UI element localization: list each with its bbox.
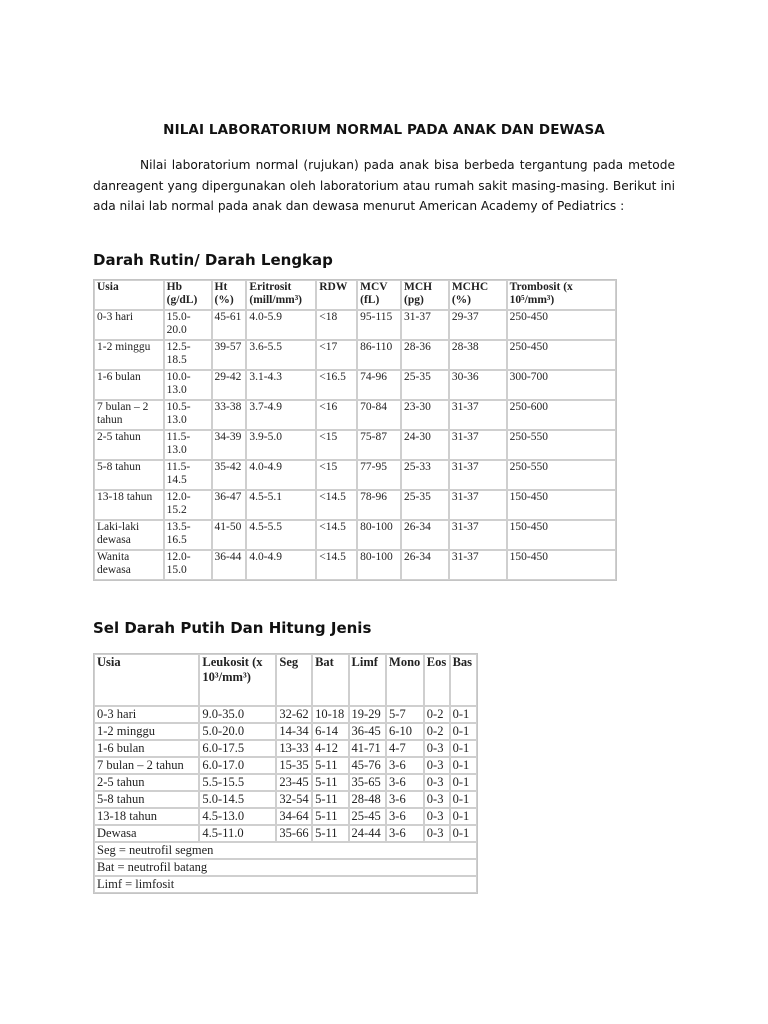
- table-cell: 28-38: [449, 340, 507, 370]
- table-cell: 0-2: [424, 706, 450, 723]
- table-row: [94, 550, 616, 580]
- table-cell: 0-3 hari: [94, 310, 164, 340]
- table-cell: 25-35: [401, 370, 449, 400]
- table-cell: 86-110: [357, 340, 401, 370]
- header-cell: Limf: [349, 654, 387, 706]
- table-cell: 25-35: [401, 490, 449, 520]
- table-cell: 25-45: [349, 808, 387, 825]
- table-row: [94, 310, 616, 340]
- table-cell: 29-37: [449, 310, 507, 340]
- table-cell: 0-1: [450, 774, 477, 791]
- table-cell: 4-7: [386, 740, 424, 757]
- table-cell: 32-54: [276, 791, 312, 808]
- table-cell: 45-76: [349, 757, 387, 774]
- table-cell: 13-33: [276, 740, 312, 757]
- table-cell: 300-700: [507, 370, 616, 400]
- table-cell: 4.0-4.9: [246, 550, 316, 580]
- table-cell: 0-1: [450, 757, 477, 774]
- table-cell: 13.5-16.5: [164, 520, 212, 550]
- table-row: [94, 400, 616, 430]
- table-cell: 5-11: [312, 825, 348, 842]
- table-cell: Laki-laki dewasa: [94, 520, 164, 550]
- table-cell: 15.0-20.0: [164, 310, 212, 340]
- table-cell: Dewasa: [94, 825, 199, 842]
- table-cell: 5.0-14.5: [199, 791, 276, 808]
- header-cell: Usia: [94, 280, 164, 310]
- table-cell: 0-1: [450, 791, 477, 808]
- table-row: [94, 740, 477, 757]
- table-row: [94, 791, 477, 808]
- table-cell: 32-62: [276, 706, 312, 723]
- table-cell: 250-450: [507, 340, 616, 370]
- table-cell: 78-96: [357, 490, 401, 520]
- table-row: [94, 460, 616, 490]
- header-cell: MCV (fL): [357, 280, 401, 310]
- table-cell: 4.5-5.1: [246, 490, 316, 520]
- table-cell: 1-2 minggu: [94, 723, 199, 740]
- table-cell: 4.5-13.0: [199, 808, 276, 825]
- table-cell: 80-100: [357, 550, 401, 580]
- table-row: [94, 757, 477, 774]
- table-cell: 3.9-5.0: [246, 430, 316, 460]
- legend-note: Limf = limfosit: [94, 876, 477, 893]
- table-cell: 5-11: [312, 774, 348, 791]
- header-cell: Usia: [94, 654, 199, 706]
- table-row: [94, 825, 477, 842]
- section-heading-sel-darah-putih: Sel Darah Putih Dan Hitung Jenis: [93, 619, 372, 637]
- table-cell: 75-87: [357, 430, 401, 460]
- table-cell: 26-34: [401, 550, 449, 580]
- table-cell: 3.6-5.5: [246, 340, 316, 370]
- table-cell: 4.0-4.9: [246, 460, 316, 490]
- table-cell: 150-450: [507, 550, 616, 580]
- table-cell: <14.5: [316, 520, 357, 550]
- table-cell: 11.5-14.5: [164, 460, 212, 490]
- table-cell: 0-1: [450, 706, 477, 723]
- table-cell: 5-11: [312, 757, 348, 774]
- header-cell: Eritrosit (mill/mm³): [246, 280, 316, 310]
- header-cell: RDW: [316, 280, 357, 310]
- table-cell: 2-5 tahun: [94, 430, 164, 460]
- table-cell: 77-95: [357, 460, 401, 490]
- intro-paragraph: Nilai laboratorium normal (rujukan) pada anak bisa berbeda tergantung pada metode danreagent yang dipergunakan oleh laboratorium atau rumah sakit masing-masing. Berikut ini ada nilai lab normal pada anak dan dewasa menurut American Academy of Pediatrics :: [93, 158, 675, 213]
- legend-note-row: [94, 859, 477, 876]
- table-cell: 10.0-13.0: [164, 370, 212, 400]
- table-cell: 1-2 minggu: [94, 340, 164, 370]
- table-cell: 19-29: [349, 706, 387, 723]
- table-cell: 4.0-5.9: [246, 310, 316, 340]
- table-cell: 250-550: [507, 460, 616, 490]
- header-cell: Leukosit (x 10³/mm³): [199, 654, 276, 706]
- table-cell: 0-3 hari: [94, 706, 199, 723]
- table-cell: <17: [316, 340, 357, 370]
- table-cell: 6.0-17.0: [199, 757, 276, 774]
- table-cell: 7 bulan – 2 tahun: [94, 757, 199, 774]
- table-cell: 31-37: [449, 400, 507, 430]
- table-cell: 35-42: [212, 460, 247, 490]
- table-cell: <15: [316, 460, 357, 490]
- table-cell: 3-6: [386, 774, 424, 791]
- table-cell: 250-550: [507, 430, 616, 460]
- table-row: [94, 723, 477, 740]
- table-cell: 5-7: [386, 706, 424, 723]
- table-cell: 0-1: [450, 740, 477, 757]
- table-cell: 4.5-5.5: [246, 520, 316, 550]
- table-cell: 0-3: [424, 808, 450, 825]
- table-row: [94, 520, 616, 550]
- table-cell: 1-6 bulan: [94, 370, 164, 400]
- table-cell: 150-450: [507, 490, 616, 520]
- header-cell: Mono: [386, 654, 424, 706]
- table-cell: 7 bulan – 2 tahun: [94, 400, 164, 430]
- table-cell: 36-44: [212, 550, 247, 580]
- header-cell: Bas: [450, 654, 477, 706]
- table-cell: 4-12: [312, 740, 348, 757]
- table-cell: 5.0-20.0: [199, 723, 276, 740]
- table-cell: 41-50: [212, 520, 247, 550]
- table-cell: 31-37: [449, 490, 507, 520]
- table-cell: 1-6 bulan: [94, 740, 199, 757]
- sel-darah-putih-table: [93, 653, 478, 894]
- table-cell: 29-42: [212, 370, 247, 400]
- table-cell: 35-66: [276, 825, 312, 842]
- table-cell: 13-18 tahun: [94, 490, 164, 520]
- table-cell: 3-6: [386, 825, 424, 842]
- header-cell: MCHC (%): [449, 280, 507, 310]
- table-cell: 26-34: [401, 520, 449, 550]
- header-cell: Seg: [276, 654, 312, 706]
- table-cell: 5.5-15.5: [199, 774, 276, 791]
- table-cell: 250-450: [507, 310, 616, 340]
- table-cell: 0-1: [450, 723, 477, 740]
- table-cell: 5-11: [312, 808, 348, 825]
- header-cell: Eos: [424, 654, 450, 706]
- page-title: NILAI LABORATORIUM NORMAL PADA ANAK DAN DEWASA: [163, 122, 605, 138]
- header-cell: Trombosit (x 10⁵/mm³): [507, 280, 616, 310]
- legend-note: Bat = neutrofil batang: [94, 859, 477, 876]
- table-cell: 250-600: [507, 400, 616, 430]
- table-cell: <15: [316, 430, 357, 460]
- table-cell: 23-30: [401, 400, 449, 430]
- legend-note: Seg = neutrofil segmen: [94, 842, 477, 859]
- table-cell: 9.0-35.0: [199, 706, 276, 723]
- table-cell: 31-37: [401, 310, 449, 340]
- table-cell: 0-3: [424, 791, 450, 808]
- table-cell: 5-8 tahun: [94, 791, 199, 808]
- table-cell: 10-18: [312, 706, 348, 723]
- header-cell: MCH (pg): [401, 280, 449, 310]
- table-cell: 34-64: [276, 808, 312, 825]
- table-cell: <14.5: [316, 490, 357, 520]
- table-cell: 3.7-4.9: [246, 400, 316, 430]
- table-cell: 41-71: [349, 740, 387, 757]
- table-cell: 0-2: [424, 723, 450, 740]
- table-cell: 24-44: [349, 825, 387, 842]
- table-cell: 25-33: [401, 460, 449, 490]
- table-cell: 12.0-15.0: [164, 550, 212, 580]
- table-cell: 0-3: [424, 757, 450, 774]
- table-cell: 0-3: [424, 740, 450, 757]
- section-heading-darah-rutin: Darah Rutin/ Darah Lengkap: [93, 251, 333, 269]
- table-cell: 4.5-11.0: [199, 825, 276, 842]
- table-cell: 31-37: [449, 520, 507, 550]
- table-cell: 95-115: [357, 310, 401, 340]
- header-cell: Hb (g/dL): [164, 280, 212, 310]
- legend-note-row: [94, 876, 477, 893]
- table-cell: 3-6: [386, 757, 424, 774]
- table-cell: 35-65: [349, 774, 387, 791]
- table-cell: 3-6: [386, 791, 424, 808]
- table-cell: 31-37: [449, 550, 507, 580]
- table-cell: 36-45: [349, 723, 387, 740]
- table-cell: 30-36: [449, 370, 507, 400]
- table-row: [94, 370, 616, 400]
- table-cell: 28-36: [401, 340, 449, 370]
- table-row: [94, 340, 616, 370]
- table-cell: <18: [316, 310, 357, 340]
- table-cell: <16: [316, 400, 357, 430]
- table-cell: 0-1: [450, 825, 477, 842]
- table-cell: 34-39: [212, 430, 247, 460]
- table-cell: <16.5: [316, 370, 357, 400]
- table-cell: 11.5-13.0: [164, 430, 212, 460]
- table-cell: 0-1: [450, 808, 477, 825]
- table-header-row: [94, 654, 477, 706]
- table-cell: 31-37: [449, 460, 507, 490]
- header-cell: Bat: [312, 654, 348, 706]
- table-cell: 28-48: [349, 791, 387, 808]
- table-cell: 13-18 tahun: [94, 808, 199, 825]
- table-cell: 70-84: [357, 400, 401, 430]
- table-cell: 12.5-18.5: [164, 340, 212, 370]
- table-row: [94, 490, 616, 520]
- table-cell: 6-14: [312, 723, 348, 740]
- table-cell: 5-11: [312, 791, 348, 808]
- table-cell: <14.5: [316, 550, 357, 580]
- table-cell: 45-61: [212, 310, 247, 340]
- table-cell: 15-35: [276, 757, 312, 774]
- table-cell: 5-8 tahun: [94, 460, 164, 490]
- table-cell: 0-3: [424, 774, 450, 791]
- table-cell: 33-38: [212, 400, 247, 430]
- table-row: [94, 706, 477, 723]
- table-row: [94, 774, 477, 791]
- table-row: [94, 808, 477, 825]
- legend-note-row: [94, 842, 477, 859]
- table-cell: 10.5-13.0: [164, 400, 212, 430]
- table-cell: 6.0-17.5: [199, 740, 276, 757]
- table-cell: 80-100: [357, 520, 401, 550]
- darah-lengkap-table: [93, 279, 617, 581]
- table-cell: 39-57: [212, 340, 247, 370]
- table-header-row: [94, 280, 616, 310]
- table-cell: 12.0-15.2: [164, 490, 212, 520]
- table-cell: 3-6: [386, 808, 424, 825]
- table-row: [94, 430, 616, 460]
- table-cell: 0-3: [424, 825, 450, 842]
- header-cell: Ht (%): [212, 280, 247, 310]
- table-cell: 36-47: [212, 490, 247, 520]
- table-cell: 14-34: [276, 723, 312, 740]
- table-cell: 3.1-4.3: [246, 370, 316, 400]
- table-cell: 23-45: [276, 774, 312, 791]
- table-cell: 74-96: [357, 370, 401, 400]
- table-cell: 2-5 tahun: [94, 774, 199, 791]
- table-cell: Wanita dewasa: [94, 550, 164, 580]
- table-cell: 31-37: [449, 430, 507, 460]
- table-cell: 150-450: [507, 520, 616, 550]
- table-cell: 6-10: [386, 723, 424, 740]
- table-cell: 24-30: [401, 430, 449, 460]
